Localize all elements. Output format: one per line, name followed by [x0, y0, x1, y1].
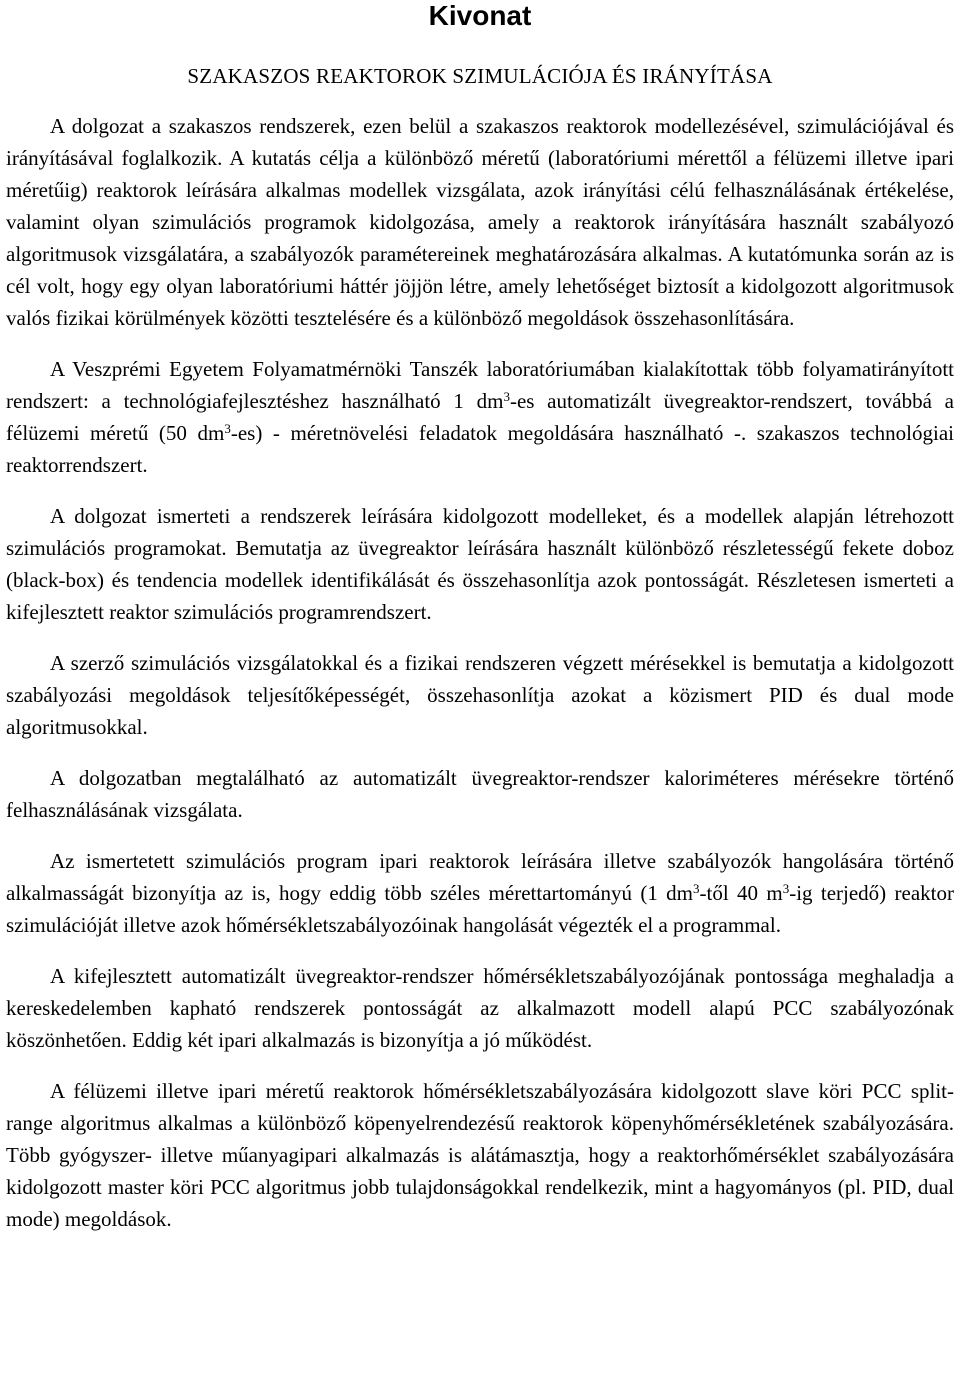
superscript-cubic: 3	[693, 881, 700, 896]
paragraph-simulation-part-1: Az ismertetett szimulációs program ipari reaktorok leírására illetve szabályozók hangolására történő alkalmasságát bizonyítja az is, hogy eddig több széles mérettartományú (1 dm	[6, 849, 954, 905]
abstract-heading: Kivonat	[428, 0, 532, 31]
paragraph-simulations: A szerző szimulációs vizsgálatokkal és a fizikai rendszeren végzett mérésekkel is bemutatja a kidolgozott szabályozási megoldások teljesítőképességét, összehasonlítja azokat a közismert PID és dual mode algoritmusokkal.	[6, 651, 954, 739]
superscript-cubic: 3	[224, 421, 231, 436]
paragraph-simulation-part-3: -ig terjedő) reaktor szimulációját illetve azok hőmérsékletszabályozóinak hangolását végezték el a programmal.	[6, 881, 954, 937]
superscript-cubic: 3	[782, 881, 790, 896]
paragraph-simulation-program	[6, 845, 954, 941]
paragraph-laboratory-part-2: -es automatizált üvegreaktor-rendszert, továbbá a félüzemi méretű (50 dm	[6, 389, 954, 445]
paragraph-simulation-part-2: -től 40 m	[699, 881, 783, 905]
paragraph-laboratory	[6, 353, 954, 481]
thesis-title: SZAKASZOS REAKTOROK SZIMULÁCIÓJA ÉS IRÁNYÍTÁSA	[187, 64, 773, 88]
paragraph-pcc-algorithm: A félüzemi illetve ipari méretű reaktorok hőmérsékletszabályozására kidolgozott slave köri PCC split-range algoritmus alkalmas a különböző köpenyelrendezésű reaktorok köpenyhőmérsékletének szabályozására. Több gyógyszer- illetve műanyagipari alkalmazás is alátámasztja, hogy a reaktorhőmérséklet szabályozására kidolgozott master köri PCC algoritmus jobb tulajdonságokkal rendelkezik, mint a hagyományos (pl. PID, dual mode) megoldások.	[6, 1079, 954, 1231]
paragraph-models: A dolgozat ismerteti a rendszerek leírására kidolgozott modelleket, és a modellek alapján létrehozott szimulációs programokat. Bemutatja az üvegreaktor leírására használt különböző részletességű fekete doboz (black-box) és tendencia modellek identifikálását és összehasonlítja azok pontosságát. Részletesen ismerteti a kifejlesztett reaktor szimulációs programrendszert.	[6, 504, 954, 624]
paragraph-laboratory-part-1: A Veszprémi Egyetem Folyamatmérnöki Tanszék laboratóriumában kialakítottak több folyamatirányított rendszert: a technológiafejlesztéshez használható 1 dm	[6, 357, 954, 413]
paragraph-controller-accuracy: A kifejlesztett automatizált üvegreaktor-rendszer hőmérsékletszabályozójának pontossága meghaladja a kereskedelemben kapható rendszerek pontosságát az alkalmazott modell alapú PCC szabályozónak köszönhetően. Eddig két ipari alkalmazás is bizonyítja a jó működést.	[6, 964, 954, 1052]
paragraph-laboratory-part-3: -es) - méretnövelési feladatok megoldására használható -. szakaszos technológiai reaktorrendszert.	[6, 421, 954, 477]
paragraph-calorimetry: A dolgozatban megtalálható az automatizált üvegreaktor-rendszer kaloriméteres mérésekre történő felhasználásának vizsgálata.	[6, 766, 954, 822]
abstract-body	[6, 110, 954, 1235]
superscript-cubic: 3	[503, 389, 510, 404]
paragraph-intro: A dolgozat a szakaszos rendszerek, ezen belül a szakaszos reaktorok modellezésével, szimulációjával és irányításával foglalkozik. A kutatás célja a különböző méretű (laboratóriumi mérettől a félüzemi illetve ipari méretűig) reaktorok leírására alkalmas modellek vizsgálata, azok irányítási célú felhasználásának értékelése, valamint olyan szimulációs programok kidolgozása, amely a reaktorok irányítására használt szabályozó algoritmusok vizsgálatára, a szabályozók paramétereinek meghatározására alkalmas. A kutatómunka során az is cél volt, hogy egy olyan laboratóriumi háttér jöjjön létre, amely lehetőséget biztosít a kidolgozott algoritmusok valós fizikai körülmények közötti tesztelésére és a különböző megoldások összehasonlítására.	[6, 114, 954, 330]
document-page	[6, 0, 954, 1254]
